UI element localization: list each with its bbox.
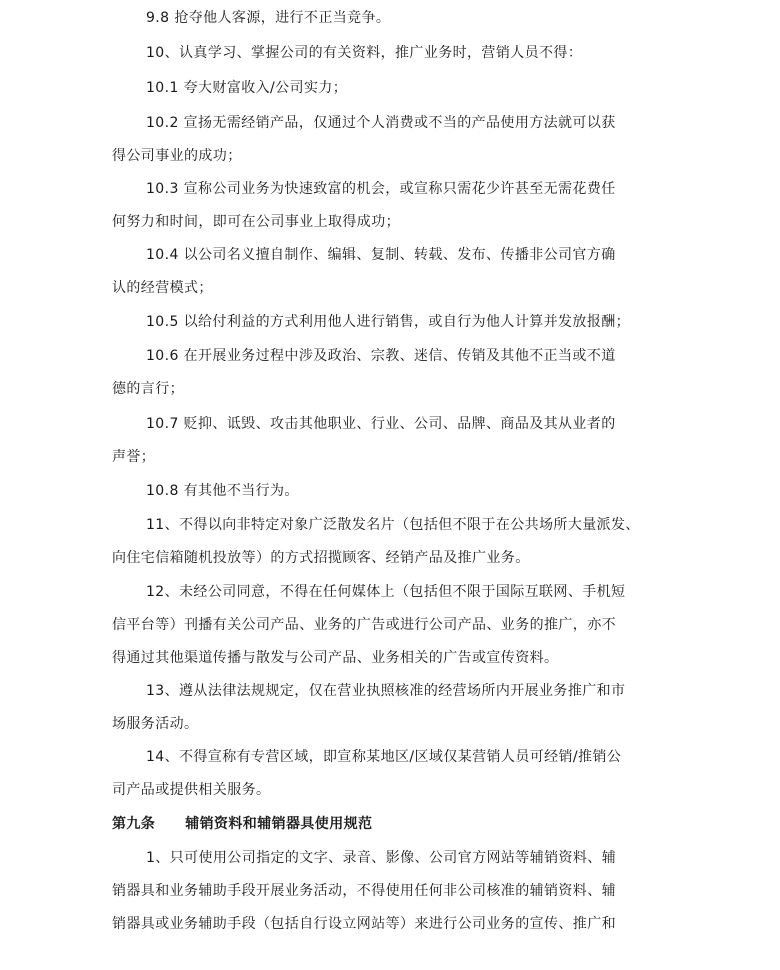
clause-10-4: [112, 239, 672, 305]
clause-10-6: [112, 340, 672, 406]
text-line: 10.5 以给付利益的方式利用他人进行销售，或自行为他人计算并发放报酬；: [146, 314, 631, 330]
text-line: 1、只可使用公司指定的文字、录音、影像、公司官方网站等辅销资料、辅: [146, 850, 617, 866]
text-line: 销器具和业务辅助手段开展业务活动，不得使用任何非公司核准的辅销资料、辅: [112, 883, 616, 899]
text-line: 得公司事业的成功；: [112, 148, 242, 164]
text-line: 认的经营模式；: [112, 280, 213, 296]
text-line: 10.6 在开展业务过程中涉及政治、宗教、迷信、传销及其他不正当或不道: [146, 348, 616, 364]
text-line: 10.7 贬抑、诋毁、攻击其他职业、行业、公司、品牌、商品及其从业者的: [146, 416, 616, 432]
clause-10: [112, 37, 672, 70]
clause-10-1: [112, 72, 672, 105]
clause-10-7: [112, 408, 672, 474]
text-line: 何努力和时间，即可在公司事业上取得成功；: [112, 214, 400, 230]
clause-11: [112, 509, 672, 575]
text-line: 10.3 宣称公司业务为快速致富的机会，或宣称只需花少许甚至无需花费任: [146, 181, 616, 197]
text-line: 10、认真学习、掌握公司的有关资料，推广业务时，营销人员不得：: [146, 45, 583, 61]
text-line: 10.4 以公司名义擅自制作、编辑、复制、转载、发布、传播非公司官方确: [146, 247, 616, 263]
clause-14: [112, 741, 672, 807]
section-9-clause-1: [112, 842, 672, 941]
section-heading: [112, 808, 372, 841]
text-line: 向住宅信箱随机投放等）的方式招揽顾客、经销产品及推广业务。: [112, 550, 530, 566]
text-line: 10.8 有其他不当行为。: [146, 483, 299, 499]
text-line: 10.2 宣扬无需经销产品，仅通过个人消费或不当的产品使用方法就可以获: [146, 115, 616, 131]
text-line: 14、不得宣称有专营区域，即宣称某地区/区域仅某营销人员可经销/推销公: [146, 749, 622, 765]
clause-12: [112, 576, 672, 675]
text-line: 9.8 抢夺他人客源，进行不正当竞争。: [146, 10, 391, 26]
text-line: 信平台等）刊播有关公司产品、业务的广告或进行公司产品、业务的推广，亦不: [112, 617, 616, 633]
clause-10-5: [112, 306, 672, 339]
clause-9-8: [112, 2, 672, 35]
text-line: 得通过其他渠道传播与散发与公司产品、业务相关的广告或宣传资料。: [112, 650, 559, 666]
clause-10-3: [112, 173, 672, 239]
text-line: 司产品或提供相关服务。: [112, 782, 271, 798]
text-line: 德的言行；: [112, 381, 184, 397]
text-line: 声誉；: [112, 449, 156, 465]
text-line: 10.1 夸大财富收入/公司实力；: [146, 80, 348, 96]
text-line: 场服务活动。: [112, 716, 199, 732]
section-title: 辅销资料和辅销器具使用规范: [185, 816, 373, 832]
clause-10-2: [112, 107, 672, 173]
text-line: 11、不得以向非特定对象广泛散发名片（包括但不限于在公共场所大量派发、: [146, 517, 640, 533]
section-number: 第九条: [112, 816, 156, 832]
text-line: 12、未经公司同意，不得在任何媒体上（包括但不限于国际互联网、手机短: [146, 584, 626, 600]
text-line: 13、遵从法律法规规定，仅在营业执照核准的经营场所内开展业务推广和市: [146, 683, 626, 699]
text-line: 销器具或业务辅助手段（包括自行设立网站等）来进行公司业务的宣传、推广和: [112, 916, 616, 932]
clause-13: [112, 675, 672, 741]
clause-10-8: [112, 475, 672, 508]
